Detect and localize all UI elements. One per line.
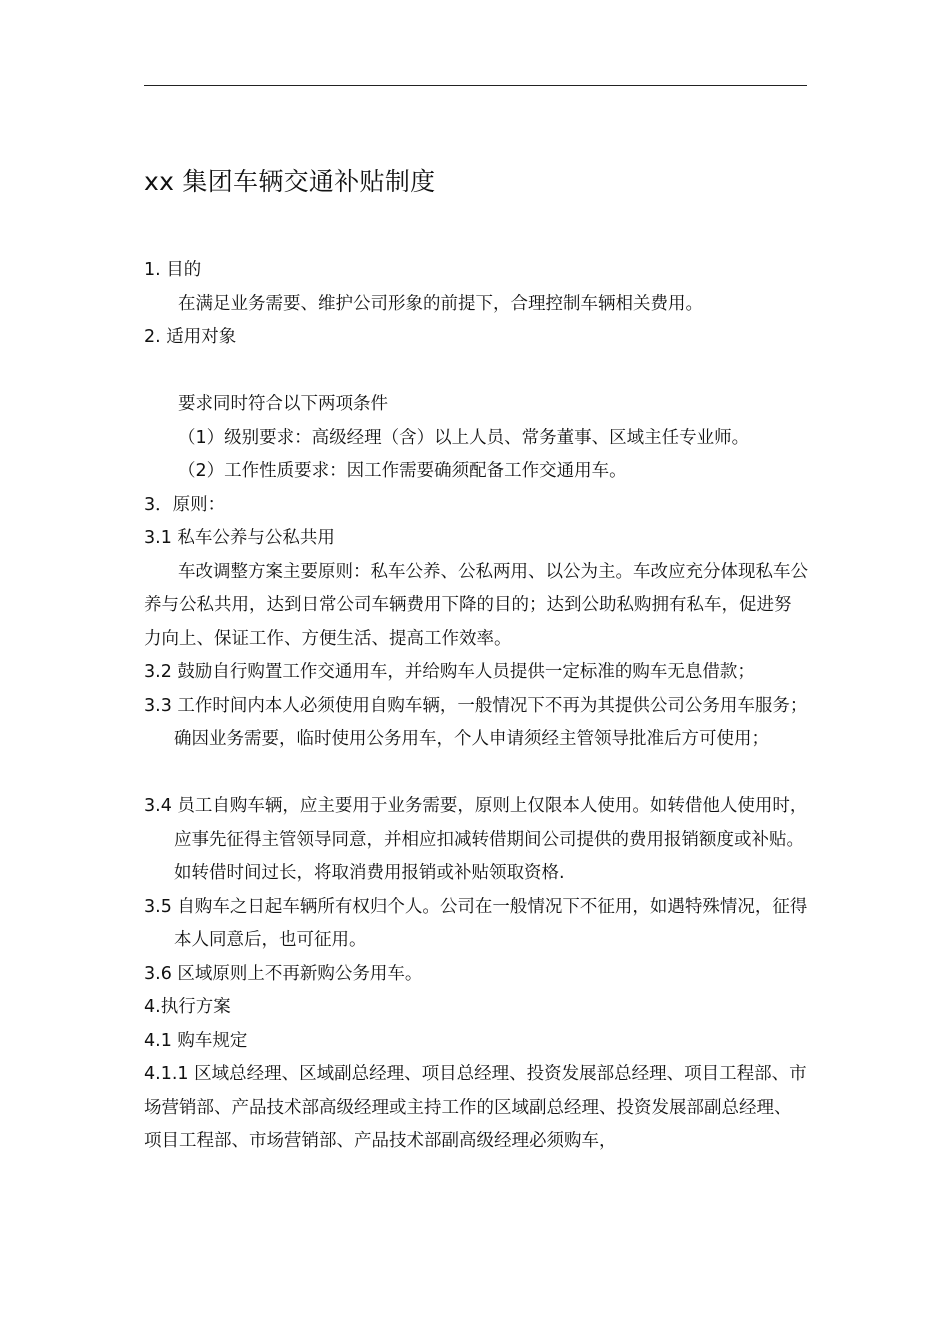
section-3-2: 3.2 鼓励自行购置工作交通用车，并给购车人员提供一定标准的购车无息借款； (144, 662, 755, 682)
section-3-4: 3.4 员工自购车辆，应主要用于业务需要，原则上仅限本人使用。如转借他人使用时，应事先征得主管领导同意，并相应扣减转借期间公司提供的费用报销额度或补贴。如转借时间过长，将取消费用报销或补贴领取资格. (144, 796, 808, 883)
section-3-5: 3.5 自购车之日起车辆所有权归个人。公司在一般情况下不征用，如遇特殊情况，征得本人同意后，也可征用。 (144, 896, 808, 950)
section-3-6: 3.6 区域原则上不再新购公务用车。 (144, 963, 423, 984)
section-2-condition-1: （1）级别要求：高级经理（含）以上人员、常务董事、区域主任专业师。 (178, 427, 750, 448)
section-3-1-heading: 3.1 私车公养与公私共用 (144, 528, 335, 548)
section-3-3: 3.3 工作时间内本人必须使用自购车辆，一般情况下不再为其提供公司公务用车服务；确因业务需要，临时使用公务用车，个人申请须经主管领导批准后方可使用； (144, 695, 808, 749)
section-3-heading: 3．原则： (144, 494, 226, 515)
blank-line (144, 355, 808, 389)
section-2-condition-2: （2）工作性质要求：因工作需要确须配备工作交通用车。 (178, 461, 627, 481)
section-1-text: 在满足业务需要、维护公司形象的前提下，合理控制车辆相关费用。 (178, 293, 703, 314)
section-4-1-heading: 4.1 购车规定 (144, 1030, 248, 1051)
section-2-intro: 要求同时符合以下两项条件 (178, 394, 388, 414)
section-4-heading: 4.执行方案 (144, 997, 231, 1017)
section-4-1-1: 4.1.1 区域总经理、区域副总经理、项目总经理、投资发展部总经理、项目工程部、市场营销部、产品技术部高级经理或主持工作的区域副总经理、投资发展部副总经理、项目工程部、市场营销部、产品技术部副高级经理必须购车， (144, 1064, 807, 1151)
blank-line (144, 757, 808, 791)
section-2-heading: 2. 适用对象 (144, 327, 237, 347)
document-title: xx 集团车辆交通补贴制度 (144, 167, 436, 196)
document-body (144, 254, 808, 1159)
header-rule (144, 85, 807, 86)
section-3-1-text: 车改调整方案主要原则：私车公养、公私两用、以公为主。车改应充分体现私车公养与公私共用，达到日常公司车辆费用下降的目的；达到公助私购拥有私车，促进努力向上、保证工作、方便生活、提高工作效率。 (144, 561, 808, 649)
section-1-heading: 1. 目的 (144, 260, 202, 280)
